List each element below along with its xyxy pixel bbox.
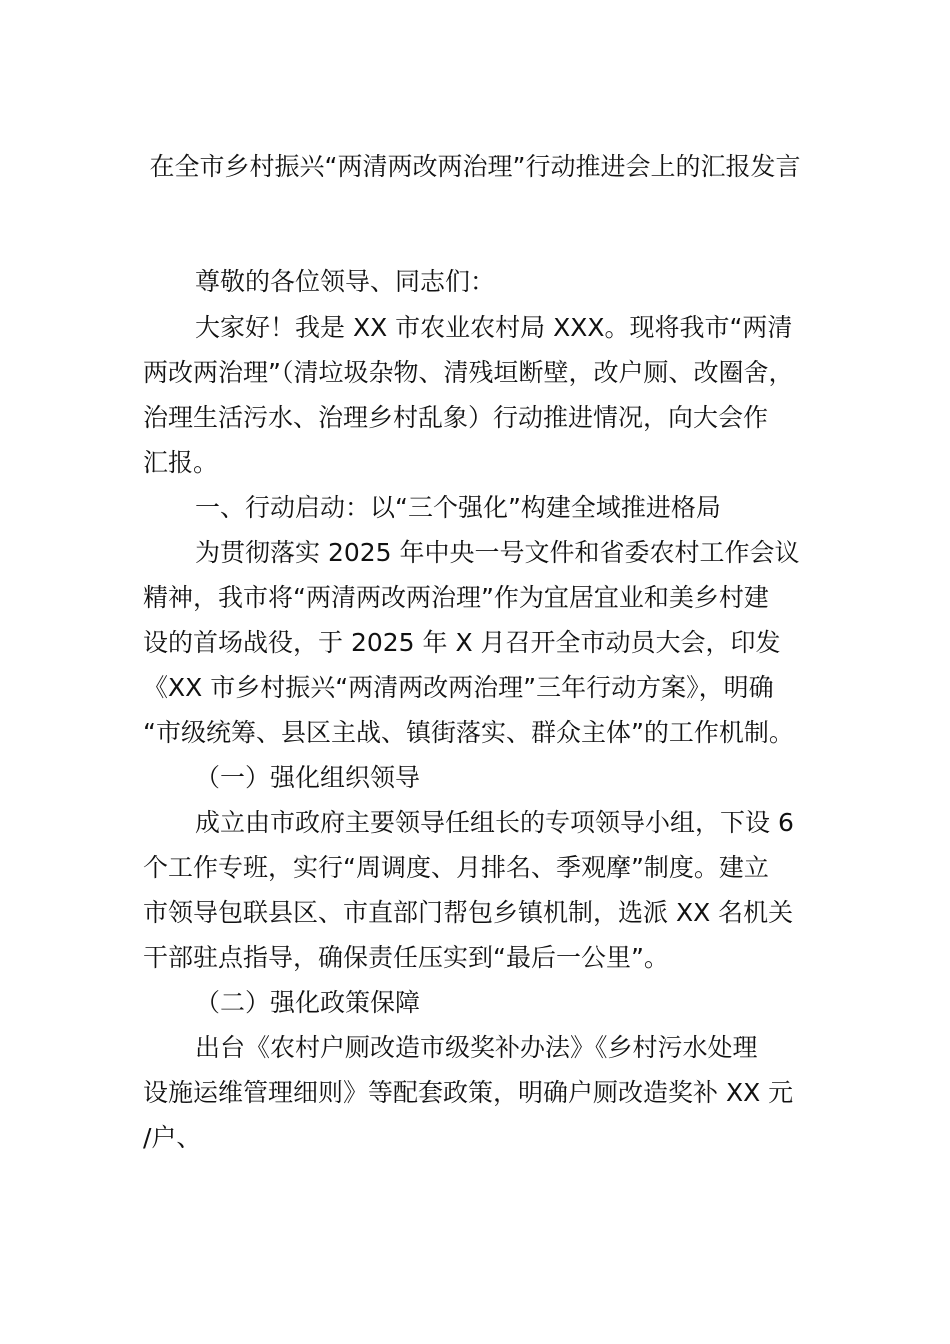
body-line: 出台《农村户厕改造市级奖补办法》《乡村污水处理 xyxy=(195,1033,758,1062)
body-line: 设的首场战役，于 2025 年 X 月召开全市动员大会，印发 xyxy=(143,628,781,657)
subsection-heading: （一）强化组织领导 xyxy=(195,763,421,792)
body-line: 为贯彻落实 2025 年中央一号文件和省委农村工作会议 xyxy=(195,538,800,567)
section-heading: 一、行动启动：以“三个强化”构建全域推进格局 xyxy=(195,493,721,522)
body-line: 成立由市政府主要领导任组长的专项领导小组，下设 6 xyxy=(195,808,794,837)
body-line: 个工作专班，实行“周调度、月排名、季观摩”制度。建立 xyxy=(143,853,769,882)
body-line: 两改两治理”（清垃圾杂物、清残垣断壁，改户厕、改圈舍， xyxy=(143,358,794,387)
body-line: “市级统筹、县区主战、镇街落实、群众主体”的工作机制。 xyxy=(143,718,794,747)
body-line: 治理生活污水、治理乡村乱象）行动推进情况，向大会作 xyxy=(143,403,769,432)
body-line: 干部驻点指导，确保责任压实到“最后一公里”。 xyxy=(143,943,669,972)
body-line: 精神，我市将“两清两改两治理”作为宜居宜业和美乡村建 xyxy=(143,583,769,612)
document-title: 在全市乡村振兴“两清两改两治理”行动推进会上的汇报发言 xyxy=(149,152,801,181)
salutation: 尊敬的各位领导、同志们： xyxy=(195,267,496,296)
body-line: 《XX 市乡村振兴“两清两改两治理”三年行动方案》，明确 xyxy=(143,673,774,702)
body-line: 设施运维管理细则》等配套政策，明确户厕改造奖补 XX 元 xyxy=(143,1078,794,1107)
body-line: /户、 xyxy=(143,1123,202,1152)
body-line: 市领导包联县区、市直部门帮包乡镇机制，选派 XX 名机关 xyxy=(143,898,794,927)
body-line: 大家好！我是 XX 市农业农村局 XXX。现将我市“两清 xyxy=(195,313,793,342)
subsection-heading: （二）强化政策保障 xyxy=(195,988,421,1017)
body-line: 汇报。 xyxy=(143,448,219,477)
